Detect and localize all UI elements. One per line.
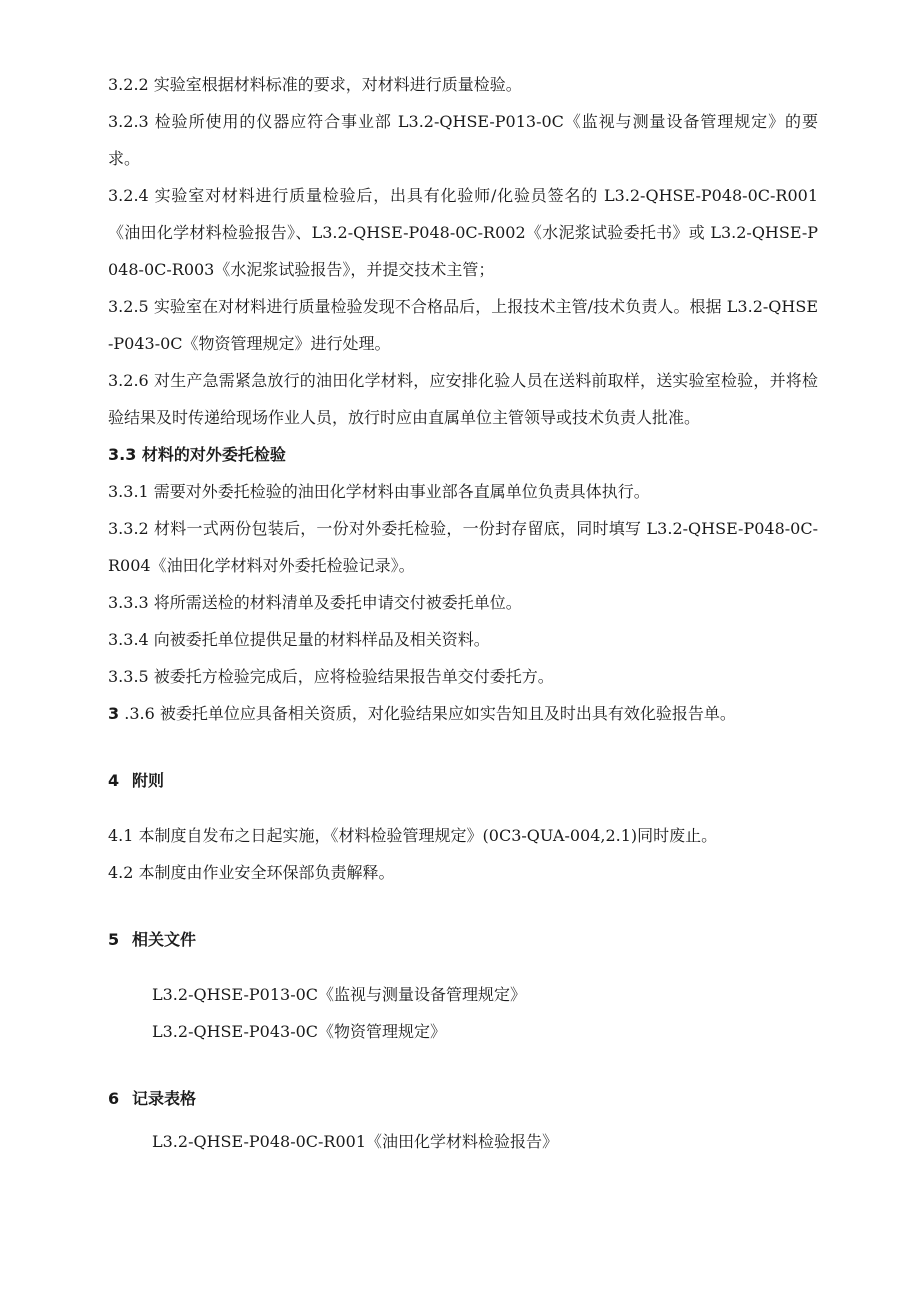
clause-3-3-6-text: .3.6 被委托单位应具备相关资质，对化验结果应如实告知且及时出具有效化验报告单。 xyxy=(119,704,736,723)
section-4-number: 4 xyxy=(108,771,120,790)
clause-3-3-4: 3.3.4 向被委托单位提供足量的材料样品及相关资料。 xyxy=(108,630,490,649)
clause-4-1: 4.1 本制度自发布之日起实施，《材料检验管理规定》(0C3-QUA-004,2.1)同时废止。 xyxy=(108,826,718,845)
related-documents-list xyxy=(108,976,818,1050)
section-5-number: 5 xyxy=(108,930,120,949)
clause-3-3-3: 3.3.3 将所需送检的材料清单及委托申请交付被委托单位。 xyxy=(108,593,522,612)
clause-3-2-6: 3.2.6 对生产急需紧急放行的油田化学材料，应安排化验人员在送料前取样，送实验室检验，并将检验结果及时传递给现场作业人员，放行时应由直属单位主管领导或技术负责人批准。 xyxy=(108,371,818,427)
clause-3-2-5: 3.2.5 实验室在对材料进行质量检验发现不合格品后，上报技术主管/技术负责人。根据 L3.2-QHSE-P043-0C《物资管理规定》进行处理。 xyxy=(108,297,818,353)
clause-3-3-2: 3.3.2 材料一式两份包装后，一份对外委托检验，一份封存留底，同时填写 L3.2-QHSE-P048-0C-R004《油田化学材料对外委托检验记录》。 xyxy=(108,519,818,575)
record-form-item: L3.2-QHSE-P048-0C-R001《油田化学材料检验报告》 xyxy=(152,1132,559,1151)
section-heading-4 xyxy=(108,762,818,799)
clause-4-2: 4.2 本制度由作业安全环保部负责解释。 xyxy=(108,863,395,882)
section-5-title: 相关文件 xyxy=(132,930,197,949)
section-heading-5 xyxy=(108,921,818,958)
section-heading-3-3: 3.3 材料的对外委托检验 xyxy=(108,445,286,464)
clause-3-2-3: 3.2.3 检验所使用的仪器应符合事业部 L3.2-QHSE-P013-0C《监视与测量设备管理规定》的要求。 xyxy=(108,112,818,168)
record-forms-list xyxy=(108,1123,818,1160)
clause-3-3-6-number: 3 xyxy=(108,704,120,723)
clause-3-3-5: 3.3.5 被委托方检验完成后，应将检验结果报告单交付委托方。 xyxy=(108,667,554,686)
clause-3-2-2: 3.2.2 实验室根据材料标准的要求，对材料进行质量检验。 xyxy=(108,75,522,94)
section-4-title: 附则 xyxy=(132,771,165,790)
section-6-title: 记录表格 xyxy=(132,1089,197,1108)
related-document-item: L3.2-QHSE-P043-0C《物资管理规定》 xyxy=(152,1022,447,1041)
document-body xyxy=(108,66,818,1160)
section-heading-6 xyxy=(108,1080,818,1117)
clause-3-3-1: 3.3.1 需要对外委托检验的油田化学材料由事业部各直属单位负责具体执行。 xyxy=(108,482,650,501)
section-6-number: 6 xyxy=(108,1089,120,1108)
clause-3-3-6 xyxy=(108,695,818,732)
clause-3-2-4: 3.2.4 实验室对材料进行质量检验后，出具有化验师/化验员签名的 L3.2-QHSE-P048-0C-R001《油田化学材料检验报告》、L3.2-QHSE-P048-0C-R002《水泥浆试验委托书》或 L3.2-QHSE-P048-0C-R003《水泥浆试验报告》，并提交技术主管； xyxy=(108,186,818,279)
related-document-item: L3.2-QHSE-P013-0C《监视与测量设备管理规定》 xyxy=(152,985,527,1004)
